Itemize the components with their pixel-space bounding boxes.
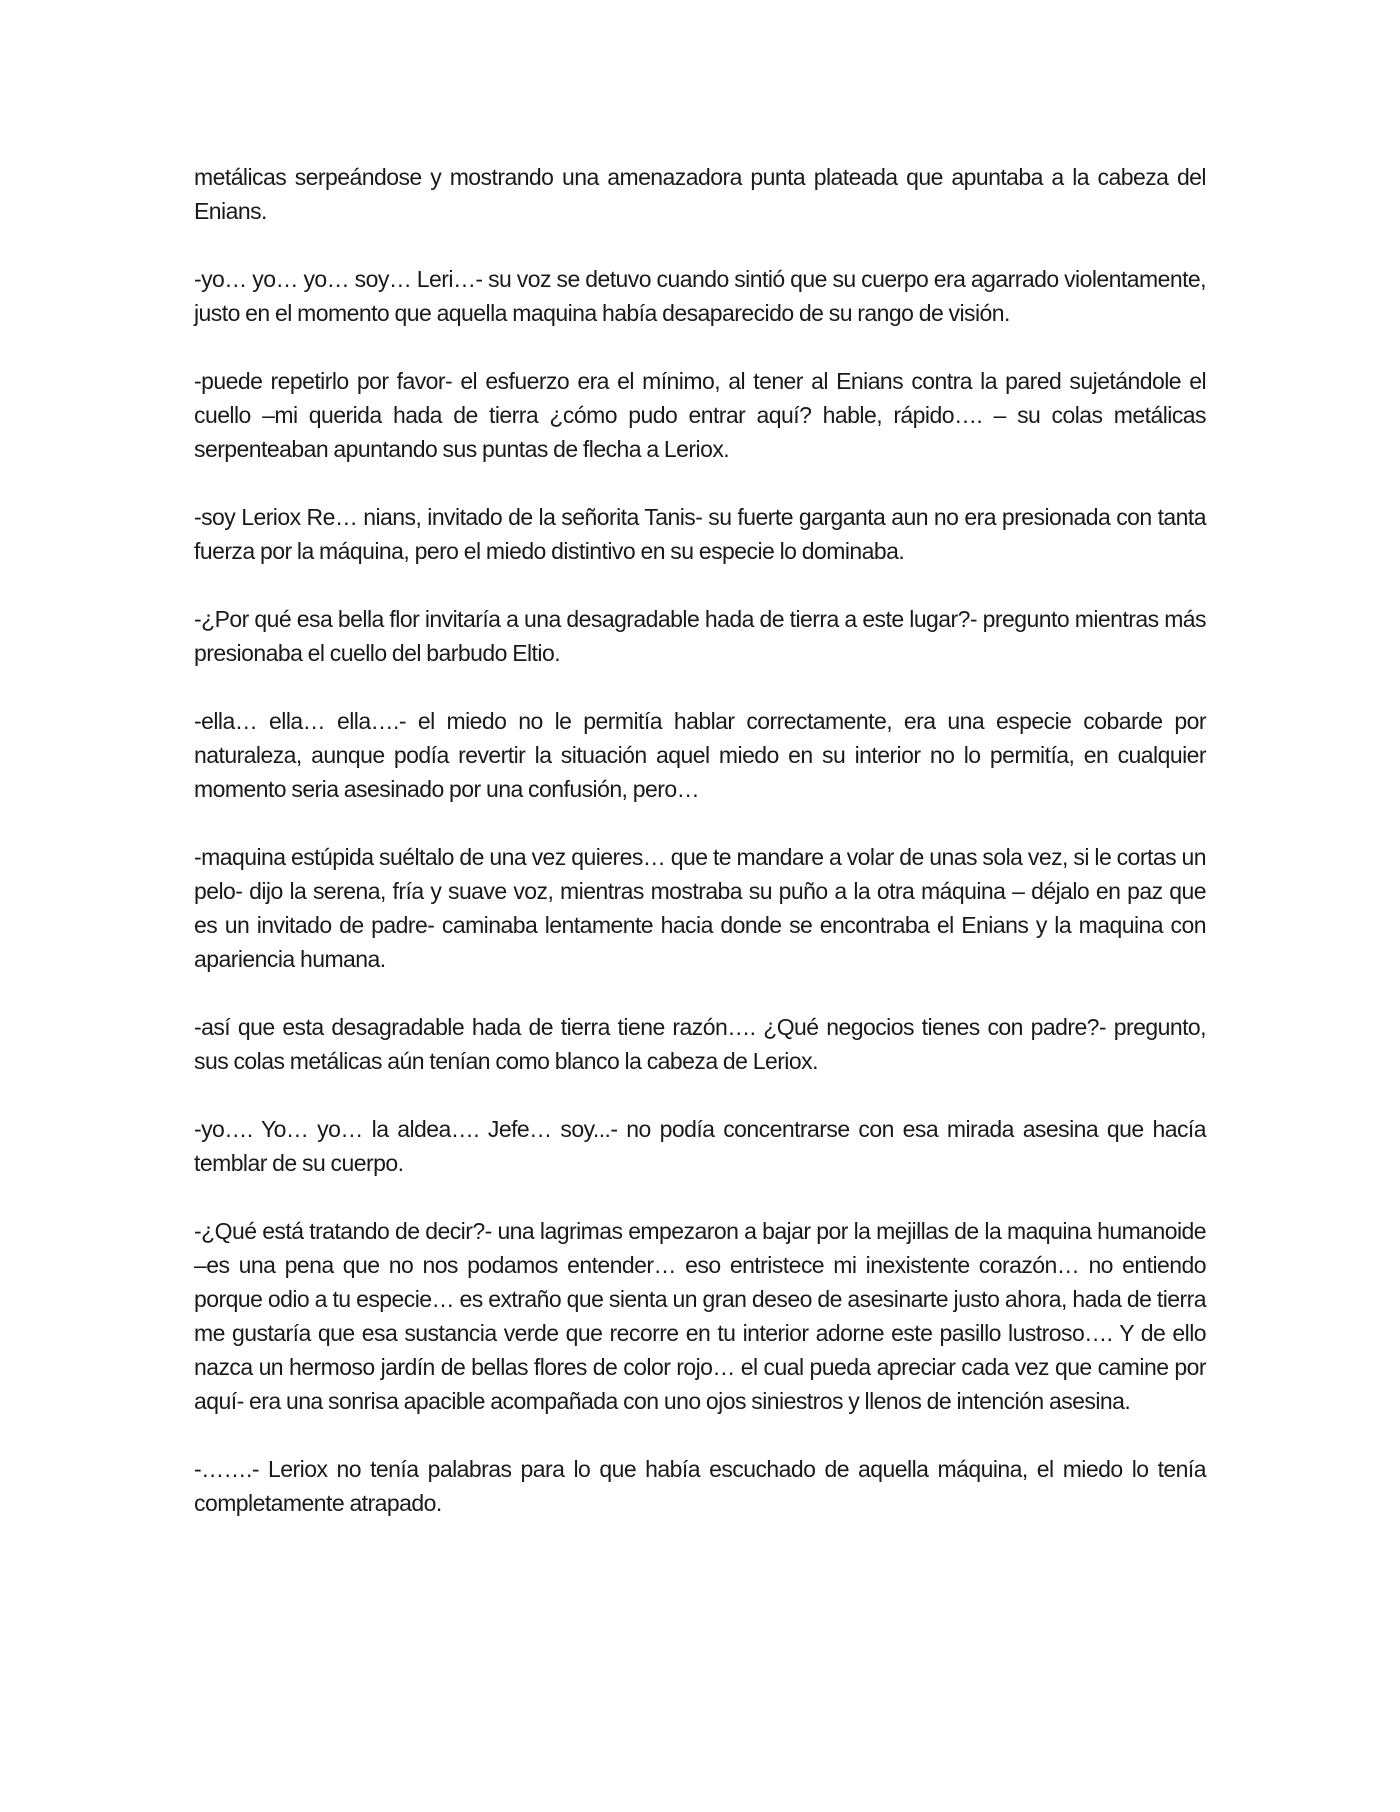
paragraph: -así que esta desagradable hada de tierra tiene razón…. ¿Qué negocios tienes con padre?- pregunto, sus colas metálicas aún tenían como blanco la cabeza de Leriox.: [194, 1014, 1206, 1074]
paragraph: -¿Por qué esa bella flor invitaría a una desagradable hada de tierra a este lugar?- pregunto mientras más presionaba el cuello del barbudo Eltio.: [194, 606, 1206, 666]
paragraph: -soy Leriox Re… nians, invitado de la señorita Tanis- su fuerte garganta aun no era presionada con tanta fuerza por la máquina, pero el miedo distintivo en su especie lo dominaba.: [194, 504, 1206, 564]
paragraph: metálicas serpeándose y mostrando una amenazadora punta plateada que apuntaba a la cabeza del Enians.: [194, 164, 1206, 224]
paragraph: -yo…. Yo… yo… la aldea…. Jefe… soy...- no podía concentrarse con esa mirada asesina que hacía temblar de su cuerpo.: [194, 1116, 1206, 1176]
paragraph: -¿Qué está tratando de decir?- una lagrimas empezaron a bajar por la mejillas de la maquina humanoide –es una pena que no nos podamos entender… eso entristece mi inexistente corazón… no entiendo porque odio a tu especie… es extraño que sienta un gran deseo de asesinarte justo ahora, hada de tierra me gustaría que esa sustancia verde que recorre en tu interior adorne este pasillo lustroso…. Y de ello nazca un hermoso jardín de bellas flores de color rojo… el cual pueda apreciar cada vez que camine por aquí- era una sonrisa apacible acompañada con uno ojos siniestros y llenos de intención asesina.: [194, 1218, 1206, 1414]
paragraph: -ella… ella… ella….- el miedo no le permitía hablar correctamente, era una especie cobarde por naturaleza, aunque podía revertir la situación aquel miedo en su interior no lo permitía, en cualquier momento seria asesinado por una confusión, pero…: [194, 708, 1206, 802]
paragraph: -yo… yo… yo… soy… Leri…- su voz se detuvo cuando sintió que su cuerpo era agarrado violentamente, justo en el momento que aquella maquina había desaparecido de su rango de visión.: [194, 266, 1206, 326]
paragraph: -puede repetirlo por favor- el esfuerzo era el mínimo, al tener al Enians contra la pared sujetándole el cuello –mi querida hada de tierra ¿cómo pudo entrar aquí? hable, rápido…. – su colas metálicas serpenteaban apuntando sus puntas de flecha a Leriox.: [194, 368, 1206, 462]
paragraph: -maquina estúpida suéltalo de una vez quieres… que te mandare a volar de unas sola vez, si le cortas un pelo- dijo la serena, fría y suave voz, mientras mostraba su puño a la otra máquina – déjalo en paz que es un invitado de padre- caminaba lentamente hacia donde se encontraba el Enians y la maquina con apariencia humana.: [194, 844, 1206, 972]
paragraph: -…….- Leriox no tenía palabras para lo que había escuchado de aquella máquina, el miedo lo tenía completamente atrapado.: [194, 1456, 1206, 1516]
document-body: [194, 160, 1206, 1554]
